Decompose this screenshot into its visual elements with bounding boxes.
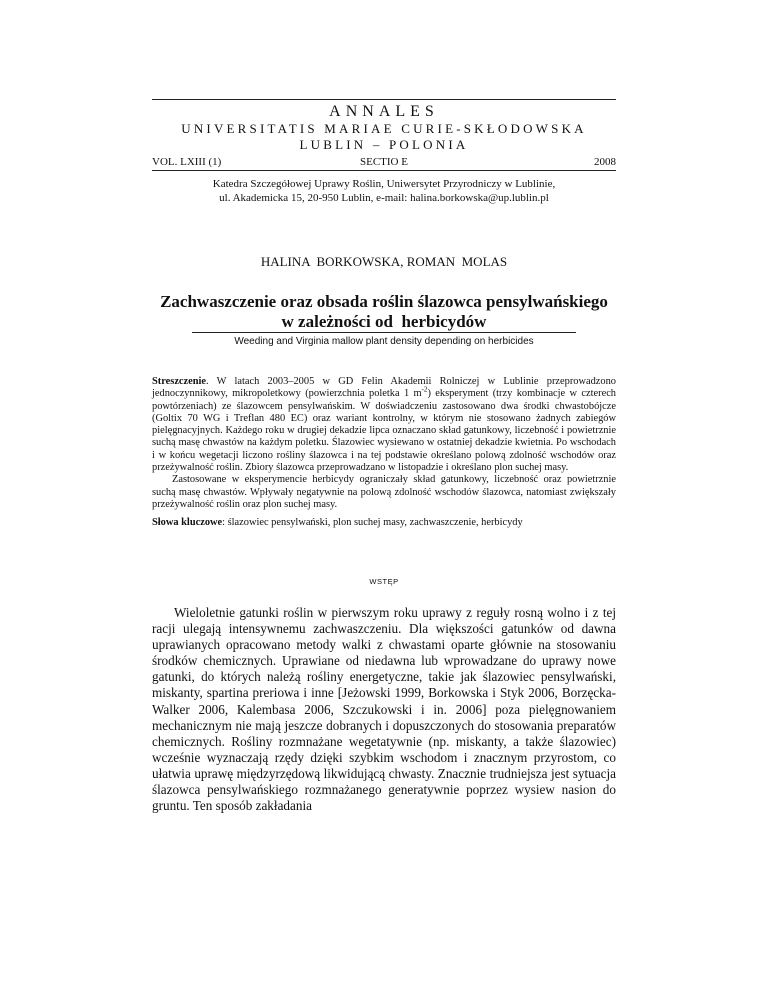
title-line-1: Zachwaszczenie oraz obsada roślin ślazowca pensylwańskiego xyxy=(160,292,608,311)
english-title: Weeding and Virginia mallow plant density depending on herbicides xyxy=(234,336,534,347)
keywords-label: Słowa kluczowe xyxy=(152,517,223,528)
journal-name: ANNALES xyxy=(329,103,439,120)
section-label: SECTIO E xyxy=(360,156,408,168)
abstract-text-1: . W latach 2003–2005 w GD Felin Akademii Rolniczej w Lublinie przeprowadzono jednoczynnikowy, mikropoletkowy (powierzchnia poletka 1 m xyxy=(152,376,616,400)
keywords-text: : ślazowiec pensylwański, plon suchej masy, zachwaszczenie, herbicydy xyxy=(222,517,523,528)
abstract-superscript: -2 xyxy=(421,385,428,394)
abstract-paragraph-1 xyxy=(152,376,616,474)
title-line-2: w zależności od herbicydów xyxy=(281,312,487,331)
abstract-paragraph-2: Zastosowane w eksperymencie herbicydy ograniczały skład gatunkowy, liczebność oraz powietrznie suchą masę chwastów. Wpływały negatywnie na polową zdolność wschodów ślazowca, natomiast zwiększały przeżywalność roślin oraz plon suchej masy. xyxy=(152,474,616,510)
section-heading: WSTĘP xyxy=(369,577,399,586)
abstract-label: Streszczenie xyxy=(152,376,207,387)
university-name: UNIVERSITATIS MARIAE CURIE-SKŁODOWSKA xyxy=(181,121,587,136)
affiliation-line-2: ul. Akademicka 15, 20-950 Lublin, e-mail: halina.borkowska@up.lublin.pl xyxy=(219,192,549,204)
masthead-bottom-rule xyxy=(152,170,616,171)
top-rule xyxy=(152,99,616,100)
authors: HALINA BORKOWSKA, ROMAN MOLAS xyxy=(260,254,508,269)
abstract-text-1-rest: ) eksperyment (trzy kombinacje w czterech powtórzeniach) ze ślazowcem pensylwańskim. W doświadczeniu zastosowano dwa środki chwastobójcze (Goltix 70 WG i Treflan 480 EC) oraz wariant kontrolny, w którym nie stosowano żadnych zabiegów pielęgnacyjnych. Każdego roku w drugiej dekadzie lipca oznaczano skład gatunkowy, liczebność i powietrznie suchą masę chwastów na każdym poletku. Ślazowiec wysiewano w ostatniej dekadzie kwietnia. Po wschodach i w końcu wegetacji liczono rośliny ślazowca i na tej podstawie określano polową zdolność wschodów oraz przeżywalność roślin. Zbiory ślazowca przeprowadzano w listopadzie i określano plon suchej masy. xyxy=(152,388,616,474)
abstract xyxy=(152,376,616,511)
city-name: LUBLIN – POLONIA xyxy=(299,137,469,152)
affiliation-line-1: Katedra Szczegółowej Uprawy Roślin, Uniwersytet Przyrodniczy w Lublinie, xyxy=(212,178,556,190)
intro-paragraph: Wieloletnie gatunki roślin w pierwszym roku uprawy z reguły rosną wolno i z tej racji ulegają intensywnemu zachwaszczeniu. Dla większości gatunków od dawna uprawianych opracowano metody walki z chwastami oparte głównie na stosowaniu środków chemicznych. Uprawiane od niedawna lub wprowadzane do uprawy nowe gatunki, do których należą rośliny energetyczne, takie jak ślazowiec pensylwański, miskanty, spartina preriowa i inne [Jeżowski 1999, Borkowska i Styk 2006, Borzęcka-Walker 2006, Kalembasa 2006, Szczukowski i in. 2006] poza pielęgnowaniem mechanicznym nie mają jeszcze dobranych i dopuszczonych do stosowania preparatów chemicznych. Rośliny rozmnażane wegetatywnie (np. miskanty, a także ślazowiec) wcześnie wyznaczają rzędy dzięki szybkim wschodom i znacznym przyrostom, co ułatwia uprawę międzyrzędową likwidującą chwasty. Znacznie trudniejsza jest sytuacja ślazowca pensylwańskiego rozmnażanego generatywnie poprzez wysiew nasion do gruntu. Ten sposób zakładania xyxy=(152,605,616,814)
year-label: 2008 xyxy=(594,156,616,168)
title-underline xyxy=(192,332,576,333)
volume-label: VOL. LXIII (1) xyxy=(152,156,222,168)
keywords xyxy=(152,517,616,528)
